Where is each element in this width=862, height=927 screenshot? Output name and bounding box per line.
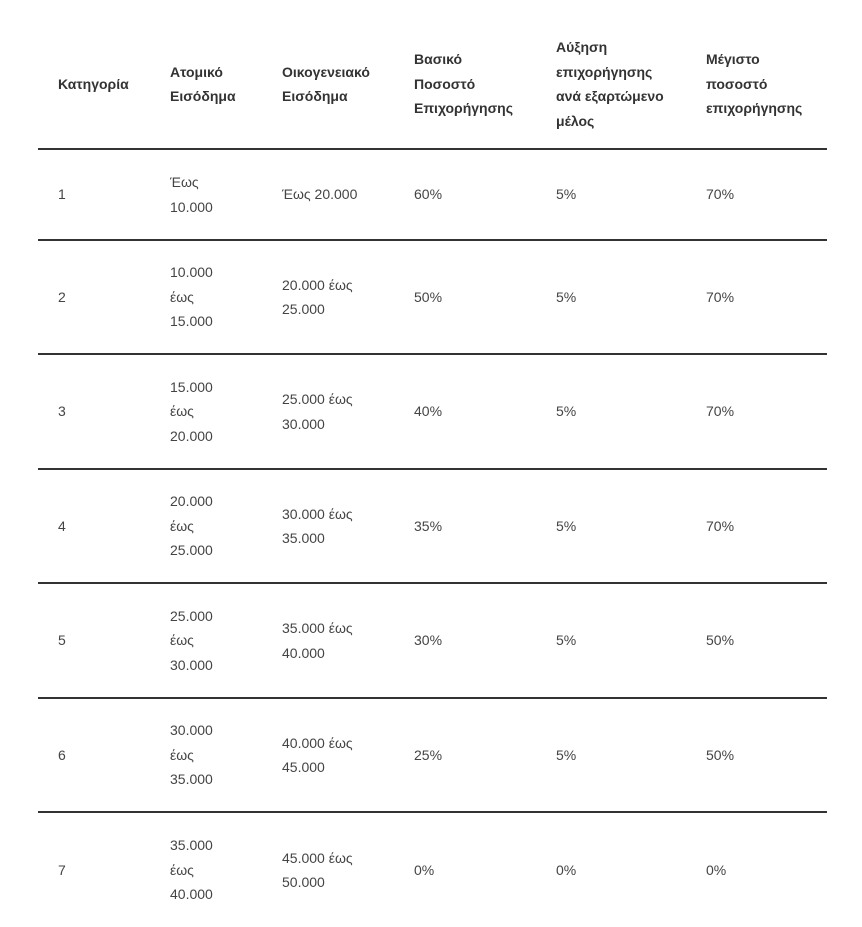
- table-body: [38, 149, 827, 927]
- cell-family-income: [262, 240, 394, 354]
- cell-category: 2: [58, 288, 66, 305]
- cell-text: 20.000 έως 25.000: [282, 276, 353, 317]
- table-row: [38, 469, 827, 583]
- table-header-row: [38, 20, 827, 149]
- cell-max-rate: 50%: [706, 632, 735, 649]
- cell-family-income: [262, 698, 394, 812]
- cell-max-rate: 70%: [706, 186, 735, 203]
- cell-text: 35.000 έως 40.000: [170, 837, 213, 903]
- table-row: [38, 240, 827, 354]
- cell-category: 4: [58, 517, 66, 534]
- cell-base-rate: 50%: [414, 288, 443, 305]
- cell-base-rate: 35%: [414, 517, 443, 534]
- cell-base-rate: 0%: [414, 861, 435, 878]
- table-row: [38, 583, 827, 698]
- cell-category: 6: [58, 746, 66, 763]
- cell-text: 25.000 έως 30.000: [282, 391, 353, 432]
- cell-individual-income: [150, 469, 262, 583]
- header-base-subsidy-rate: Βασικό Ποσοστό Επιχορήγησης: [414, 51, 514, 117]
- cell-text: 25.000 έως 30.000: [170, 607, 213, 673]
- cell-individual-income: [150, 240, 262, 354]
- cell-increase-per-dependent: 5%: [556, 186, 577, 203]
- cell-text: 35.000 έως 40.000: [282, 620, 353, 661]
- cell-category: 1: [58, 186, 66, 203]
- cell-family-income: [262, 354, 394, 469]
- header-individual-income: Ατομικό Εισόδημα: [170, 63, 236, 104]
- cell-text: 40.000 έως 45.000: [282, 734, 353, 775]
- cell-increase-per-dependent: 5%: [556, 632, 577, 649]
- cell-increase-per-dependent: 0%: [556, 861, 577, 878]
- table-row: [38, 354, 827, 469]
- table-row: [38, 812, 827, 927]
- header-max-subsidy-rate: Μέγιστο ποσοστό επιχορήγησης: [706, 51, 803, 117]
- cell-max-rate: 0%: [706, 861, 727, 878]
- cell-base-rate: 40%: [414, 403, 443, 420]
- cell-text: 30.000 έως 35.000: [170, 722, 213, 788]
- cell-family-income: Έως 20.000: [282, 186, 358, 203]
- cell-family-income: [262, 469, 394, 583]
- cell-max-rate: 70%: [706, 403, 735, 420]
- table-row: [38, 149, 827, 240]
- cell-base-rate: 30%: [414, 632, 443, 649]
- cell-text: Έως 10.000: [170, 174, 213, 215]
- cell-family-income: [262, 812, 394, 927]
- cell-individual-income: [150, 583, 262, 698]
- cell-individual-income: [150, 812, 262, 927]
- cell-text: 30.000 έως 35.000: [282, 505, 353, 546]
- cell-individual-income: [150, 698, 262, 812]
- cell-increase-per-dependent: 5%: [556, 746, 577, 763]
- header-increase-per-dependent: Αύξηση επιχορήγησης ανά εξαρτώμενο μέλος: [556, 39, 664, 129]
- cell-text: 15.000 έως 20.000: [170, 378, 213, 444]
- cell-category: 3: [58, 403, 66, 420]
- subsidy-categories-table: [38, 20, 827, 927]
- cell-individual-income: [150, 354, 262, 469]
- subsidy-table-container: [38, 20, 827, 927]
- cell-max-rate: 50%: [706, 746, 735, 763]
- cell-category: 5: [58, 632, 66, 649]
- cell-base-rate: 25%: [414, 746, 443, 763]
- cell-category: 7: [58, 861, 66, 878]
- cell-increase-per-dependent: 5%: [556, 403, 577, 420]
- header-category: Κατηγορία: [58, 75, 129, 92]
- table-row: [38, 698, 827, 812]
- cell-text: 45.000 έως 50.000: [282, 849, 353, 890]
- header-family-income: Οικογενειακό Εισόδημα: [282, 63, 370, 104]
- cell-increase-per-dependent: 5%: [556, 517, 577, 534]
- cell-text: 20.000 έως 25.000: [170, 493, 213, 559]
- cell-individual-income: [150, 149, 262, 240]
- cell-increase-per-dependent: 5%: [556, 288, 577, 305]
- cell-base-rate: 60%: [414, 186, 443, 203]
- cell-max-rate: 70%: [706, 288, 735, 305]
- cell-text: 10.000 έως 15.000: [170, 264, 213, 330]
- cell-max-rate: 70%: [706, 517, 735, 534]
- table-header: [38, 20, 827, 149]
- cell-family-income: [262, 583, 394, 698]
